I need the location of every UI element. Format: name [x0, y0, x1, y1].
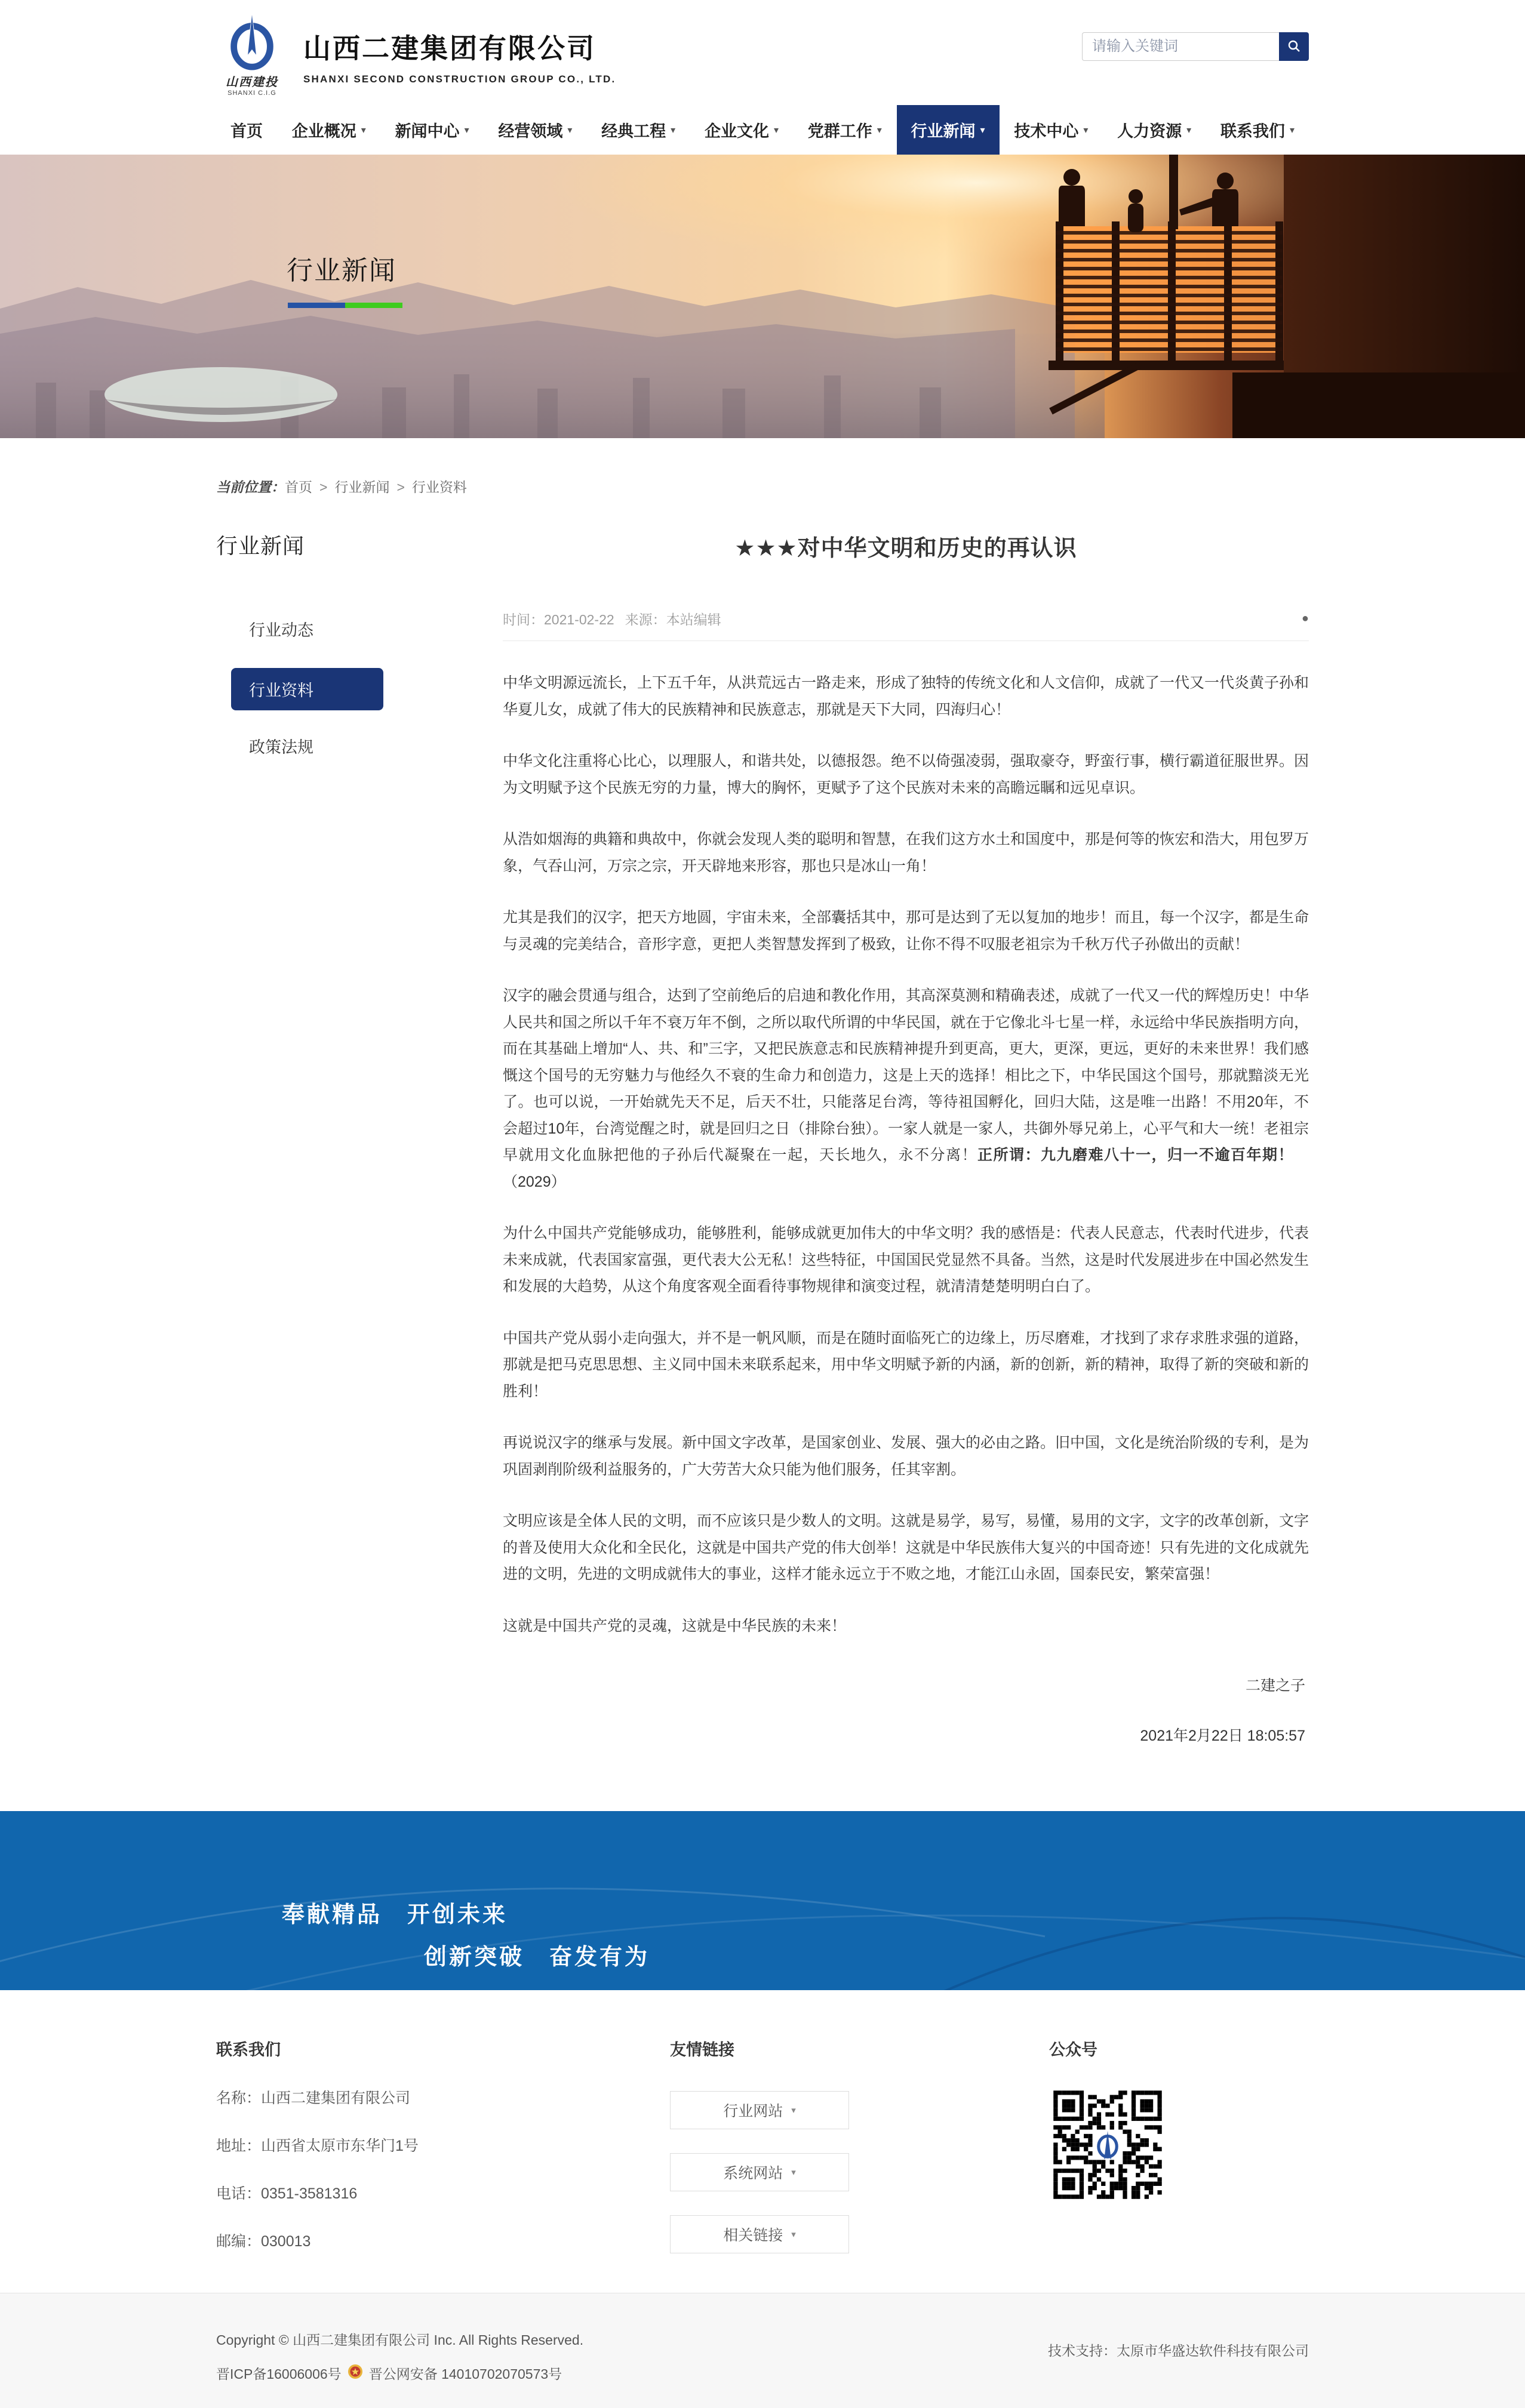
breadcrumb-link-行业新闻[interactable]: 行业新闻 [334, 479, 390, 495]
footer-qrcode-title: 公众号 [1049, 2041, 1097, 2059]
nav-item-企业文化[interactable] [690, 105, 793, 155]
nav-item-新闻中心[interactable] [381, 105, 484, 155]
chevron-down-icon: ▾ [1083, 125, 1089, 136]
article-time: 时间：2021-02-22 [503, 612, 614, 627]
chevron-down-icon: ▾ [671, 125, 676, 136]
sidebar-item-政策法规[interactable]: 政策法规 [249, 738, 313, 756]
article-title: ★★★对中华文明和历史的再认识 [734, 536, 1077, 561]
sidebar [216, 529, 395, 785]
site-logo[interactable] [216, 14, 616, 97]
chevron-down-icon: ▾ [791, 2105, 796, 2116]
site-header [0, 0, 1525, 155]
chevron-down-icon: ▾ [980, 125, 985, 136]
breadcrumb-separator: > [396, 479, 405, 495]
search-button[interactable] [1279, 32, 1309, 61]
chevron-down-icon: ▾ [773, 125, 779, 136]
article-paragraph: 中华文化注重将心比心，以理服人，和谐共处，以德报怨。绝不以倚强凌弱，强取豪夺，野蛮行事，横行霸道征服世界。因为文明赋予这个民族无穷的力量，博大的胸怀，更赋予了这个民族对未来的高瞻远瞩和远见卓识。 [503, 753, 1309, 796]
footer-contact [216, 2037, 670, 2253]
breadcrumb-link-行业资料[interactable]: 行业资料 [411, 479, 467, 495]
nav-item-label: 企业概况 [291, 122, 356, 140]
breadcrumb-separator: > [319, 479, 328, 495]
article-datetime: 2021年2月22日 18:05:57 [1140, 1728, 1305, 1744]
article-body [503, 670, 1309, 1639]
nav-item-首页[interactable] [216, 105, 277, 155]
article-paragraph: 文明应该是全体人民的文明，而不应该只是少数人的文明。这就是易学，易写，易懂，易用的文字，文字的改革创新，文字的普及使用大众化和全民化，这就是中国共产党的伟大创举！这就是中华民族伟大复兴的中国奇迹！只有先进的文化成就先进的文明，先进的文明成就伟大的事业，这样才能永远立于不败之地，才能江山永固，国泰民安，繁荣富强！ [503, 1513, 1309, 1582]
page-banner [0, 155, 1525, 438]
link-dropdown-相关链接[interactable] [670, 2215, 849, 2253]
article-meta [503, 609, 1309, 629]
chevron-down-icon: ▾ [791, 2167, 796, 2178]
sidebar-item-行业动态[interactable]: 行业动态 [249, 621, 313, 639]
footer-contact-title: 联系我们 [216, 2041, 281, 2059]
public-security-badge-icon [348, 2364, 363, 2383]
nav-item-党群工作[interactable] [794, 105, 896, 155]
wechat-qrcode [1049, 2086, 1166, 2203]
nav-item-人力资源[interactable] [1103, 105, 1206, 155]
article-paragraph: 从浩如烟海的典籍和典故中，你就会发现人类的聪明和智慧，在我们这方水土和国度中，那是何等的恢宏和浩大，用包罗万象，气吞山河，万宗之宗，开天辟地来形容，那也只是冰山一角！ [503, 831, 1309, 874]
link-dropdown-行业网站[interactable] [670, 2091, 849, 2129]
nav-item-label: 企业文化 [704, 122, 769, 140]
contact-item: 地址：山西省太原市东华门1号 [216, 2138, 419, 2154]
link-dropdown-系统网站[interactable] [670, 2153, 849, 2191]
tech-support: 技术支持：太原市华盛达软件科技有限公司 [1048, 2343, 1309, 2358]
emblem-caption-cn: 山西建投 [226, 75, 278, 89]
search-icon [1287, 39, 1301, 55]
banner-title: 行业新闻 [287, 256, 396, 285]
nav-item-label: 新闻中心 [395, 122, 460, 140]
main-nav [216, 105, 1309, 155]
chevron-down-icon: ▾ [464, 125, 469, 136]
banner-image [0, 155, 1525, 438]
nav-item-label: 首页 [230, 122, 263, 140]
copyright: Copyright © 山西二建集团有限公司 Inc. All Rights Reserved. [216, 2332, 584, 2348]
article-paragraph: 再说说汉字的继承与发展。新中国文字改革，是国家创业、发展、强大的必由之路。旧中国，文化是统治阶级的专利，是为巩固剥削阶级利益服务的，广大劳苦大众只能为他们服务，任其宰割。 [503, 1434, 1309, 1478]
article-paragraph: 汉字的融会贯通与组合，达到了空前绝后的启迪和教化作用，其高深莫测和精确表述，成就了一代又一代的辉煌历史！中华人民共和国之所以千年不衰万年不倒，之所以取代所谓的中华民国，就在于它像北斗七星一样，永远给中华民族指明方向，而在其基础上增加“人、共、和”三字，又把民族意志和民族精神提升到更高，更大，更深，更远，更好的未来世界！我们感慨这个国号的无穷魅力与他经久不衰的生命力和创造力，这是上天的选择！相比之下，中华民国这个国号，那就黯淡无光了。也可以说，一开始就先天不足，后天不壮，只能落足台湾，等待祖国孵化，回归大陆，这是唯一出路！不用20年，不会超过10年，台湾觉醒之时，就是回归之日（排除台独）。一家人就是一家人，共御外辱兄弟上，心平气和大一统！老祖宗早就用文化血脉把他的子孙后代凝聚在一起，天长地久，永不分离！正所谓：九九磨难八十一，归一不逾百年期！ （2029） [503, 987, 1309, 1190]
chevron-down-icon: ▾ [361, 125, 366, 136]
sidebar-title: 行业新闻 [216, 534, 305, 558]
nav-item-企业概况[interactable] [278, 105, 380, 155]
article-paragraph: 这就是中国共产党的灵魂，这就是中华民族的未来！ [503, 1617, 847, 1634]
company-name-en: SHANXI SECOND CONSTRUCTION GROUP CO., LTD. [303, 73, 616, 85]
nav-item-label: 联系我们 [1220, 122, 1285, 140]
chevron-down-icon: ▾ [1186, 125, 1192, 136]
sidebar-item-行业资料[interactable]: 行业资料 [231, 668, 383, 710]
nav-item-联系我们[interactable] [1206, 105, 1309, 155]
icp-row [216, 2363, 1309, 2383]
slogan-line-2: 创新突破 奋发有为 [424, 1945, 650, 1970]
link-dropdown-label: 系统网站 [723, 2165, 783, 2182]
article-paragraph: 尤其是我们的汉字，把天方地圆，宇宙未来，全部囊括其中，那可是达到了无以复加的地步！而且，每一个汉字，都是生命与灵魂的完美结合，音形字意，更把人类智慧发挥到了极致，让你不得不叹服老祖宗为千秋万代子孙做出的贡献！ [503, 909, 1309, 953]
article-paragraph: 中华文明源远流长，上下五千年，从洪荒远古一路走来，形成了独特的传统文化和人文信仰，成就了一代又一代炎黄子孙和华夏儿女，成就了伟大的民族精神和民族意志，那就是天下大同，四海归心！ [503, 675, 1309, 718]
slogan-band [0, 1811, 1525, 1990]
nav-item-label: 人力资源 [1117, 122, 1182, 140]
chevron-down-icon: ▾ [1289, 125, 1295, 136]
company-name-cn: 山西二建集团有限公司 [303, 32, 596, 64]
link-dropdown-label: 相关链接 [723, 2227, 783, 2244]
emblem-caption-en: SHANXI C.I.G [227, 89, 276, 97]
site-footer [0, 1990, 1525, 2293]
article-paragraph: 中国共产党从弱小走向强大，并不是一帆风顺，而是在随时面临死亡的边缘上，历尽磨难，才找到了求存求胜求强的道路，那就是把马克思思想、主义同中国未来联系起来，用中华文明赋予新的内涵，新的创新，新的精神，取得了新的突破和新的胜利！ [503, 1329, 1309, 1400]
nav-item-技术中心[interactable] [1000, 105, 1102, 155]
link-dropdown-label: 行业网站 [723, 2103, 783, 2120]
nav-item-经营领域[interactable] [484, 105, 586, 155]
chevron-down-icon: ▾ [877, 125, 882, 136]
article [503, 529, 1309, 1745]
nav-item-label: 技术中心 [1014, 122, 1079, 140]
police-record-link[interactable]: 晋公网安备 14010702070573号 [368, 2366, 562, 2382]
article-signature: 二建之子 [1245, 1677, 1305, 1694]
meta-dot-icon: ● [1301, 612, 1309, 625]
footer-links [670, 2037, 1028, 2253]
footer-qrcode-section [1028, 2037, 1309, 2253]
contact-item: 电话：0351-3581316 [216, 2185, 358, 2202]
chevron-down-icon: ▾ [567, 125, 573, 136]
nav-item-行业新闻[interactable] [897, 105, 1000, 155]
search-input[interactable] [1082, 32, 1279, 61]
nav-item-label: 行业新闻 [911, 122, 976, 140]
nav-item-label: 经典工程 [601, 122, 666, 140]
article-paragraph: 为什么中国共产党能够成功，能够胜利，能够成就更加伟大的中华文明？我的感悟是：代表人民意志，代表时代进步，代表未来成就，代表国家富强，更代表大公无私！这些特征，中国国民党显然不具备。当然，这是时代发展进步在中国必然发生和发展的大趋势，从这个角度客观全面看待事物规律和演变过程，就清清楚楚明明白白了。 [503, 1225, 1309, 1295]
nav-item-经典工程[interactable] [587, 105, 690, 155]
nav-item-label: 党群工作 [807, 122, 872, 140]
contact-item: 名称：山西二建集团有限公司 [216, 2090, 411, 2107]
icp-link[interactable]: 晋ICP备16006006号 [216, 2366, 342, 2382]
footer-links-title: 友情链接 [670, 2041, 734, 2059]
bottom-bar [0, 2293, 1525, 2408]
breadcrumb-prefix: 当前位置： [216, 479, 285, 495]
search-box [1082, 32, 1309, 61]
chevron-down-icon: ▾ [791, 2230, 796, 2240]
nav-item-label: 经营领域 [498, 122, 563, 140]
contact-item: 邮编：030013 [216, 2233, 311, 2250]
banner-underline [288, 303, 402, 308]
breadcrumb [216, 476, 1309, 496]
article-source: 来源：本站编辑 [625, 612, 721, 627]
company-emblem-icon [216, 14, 288, 71]
breadcrumb-link-首页[interactable]: 首页 [285, 479, 312, 495]
slogan-line-1: 奉献精品 开创未来 [282, 1902, 508, 1927]
